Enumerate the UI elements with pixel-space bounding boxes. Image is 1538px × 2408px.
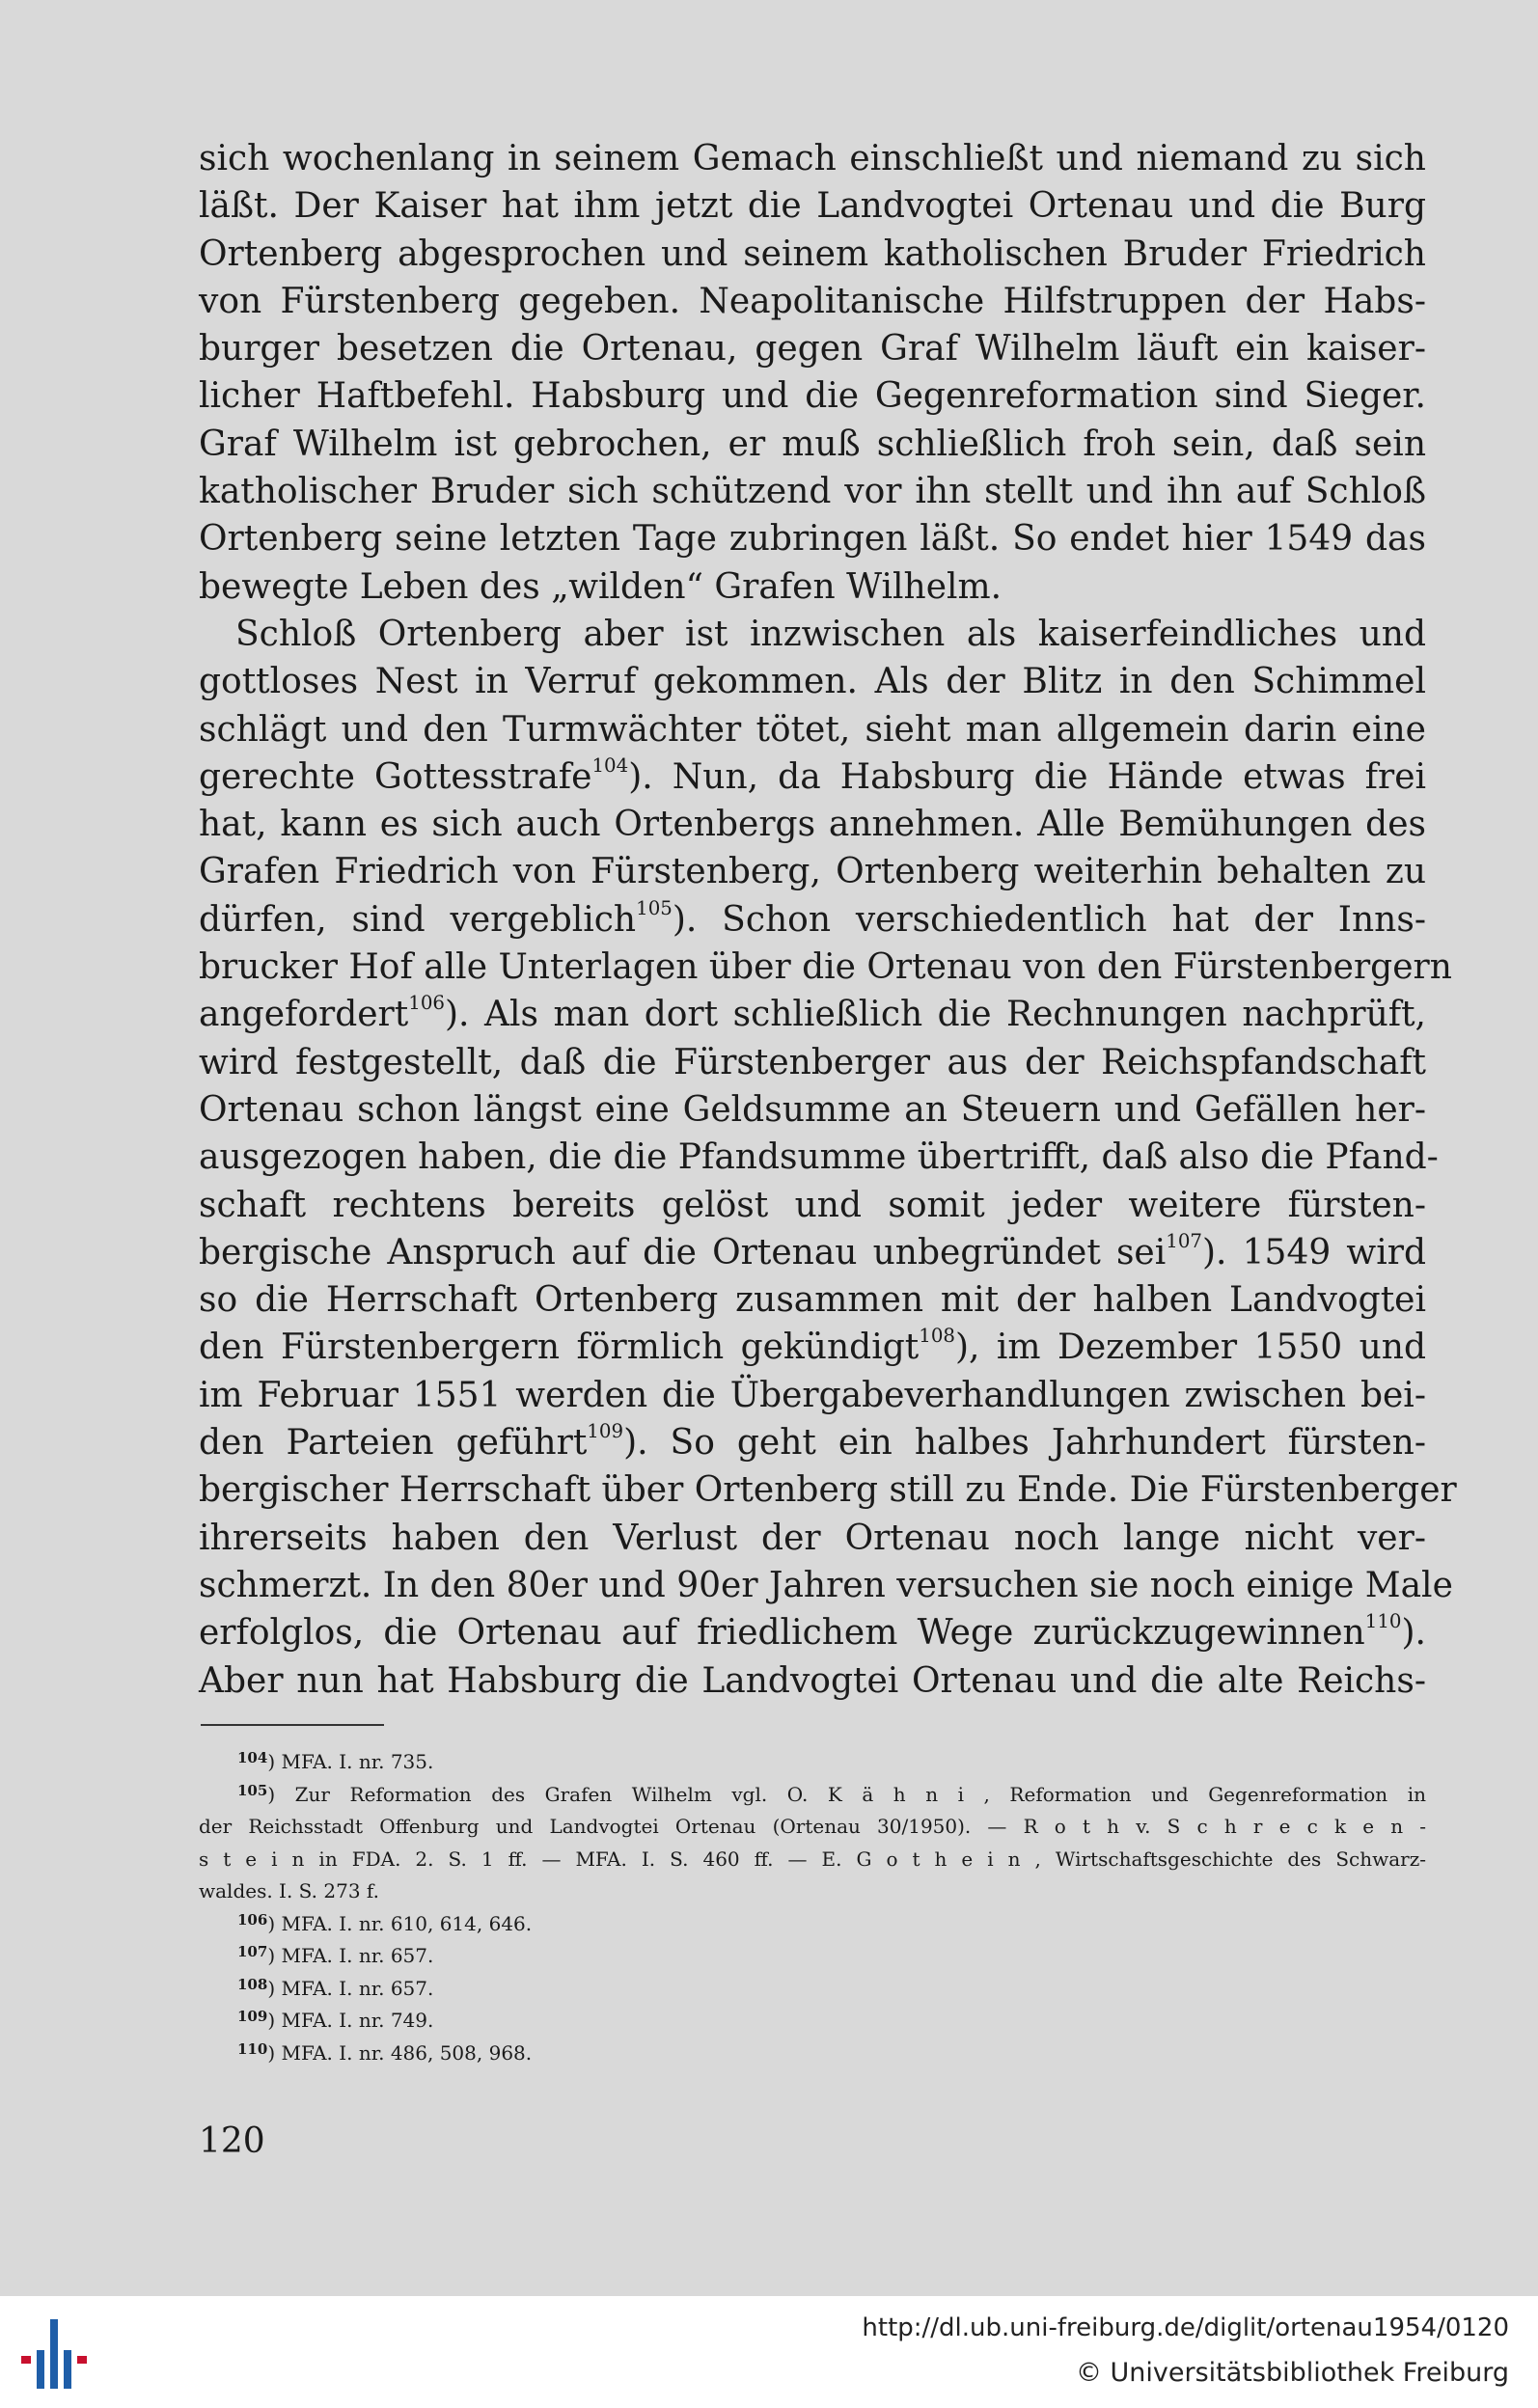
footnote-line (199, 1844, 1426, 1876)
page-number: 120 (199, 2121, 265, 2161)
footnote-text: ) MFA. I. nr. 610, 614, 646. (267, 1911, 533, 1935)
text-segment: bewegte Leben des „wilden“ Grafen Wilhelm. (199, 566, 1002, 607)
footnote-number: 104 (237, 1749, 268, 1766)
footnote-number: 108 (237, 1975, 268, 1993)
text-line (199, 1324, 1426, 1371)
text-line (199, 1039, 1426, 1086)
footnote-reference[interactable]: 105 (636, 896, 673, 919)
footnote-reference[interactable]: 106 (408, 992, 445, 1015)
text-segment: gerechte Gottesstrafe (199, 756, 592, 797)
text-line (199, 421, 1426, 468)
footnote-text: der Reichsstadt Offenburg und Landvogtei Ortenau (Ortenau 30/1950). — R o t h v. S c h r e c k e n - (199, 1815, 1426, 1838)
footnote-text: ) MFA. I. nr. 657. (267, 1976, 434, 2000)
footnote-text: ) MFA. I. nr. 657. (267, 1944, 434, 1967)
text-line (199, 1276, 1426, 1324)
footnote-number: 109 (237, 2008, 268, 2025)
text-segment: den Fürstenbergern förmlich gekündigt (199, 1327, 920, 1368)
footnote-line (199, 1908, 1426, 1941)
text-segment: ). Nun, da Habsburg die Hände etwas frei (628, 756, 1427, 797)
text-segment: Aber nun hat Habsburg die Landvogtei Ortenau und die alte Reichs- (199, 1660, 1426, 1701)
text-segment: so die Herrschaft Ortenberg zusammen mit der halben Landvogtei (199, 1280, 1426, 1321)
text-segment: wird festgestellt, daß die Fürstenberger aus der Reichspfandschaft (199, 1042, 1426, 1082)
copyright-notice: © Universitätsbibliothek Freiburg (1075, 2358, 1509, 2388)
source-url-link[interactable]: http://dl.ub.uni-freiburg.de/diglit/ortenau1954/0120 (862, 2313, 1509, 2342)
text-segment: läßt. Der Kaiser hat ihm jetzt die Landvogtei Ortenau und die Burg (199, 186, 1426, 227)
text-segment: brucker Hof alle Unterlagen über die Ortenau von den Fürstenbergern (199, 947, 1452, 988)
viewer-footer (0, 2296, 1538, 2408)
text-line (199, 1609, 1426, 1656)
text-line (199, 135, 1426, 182)
text-line (199, 991, 1426, 1038)
text-segment: Ortenberg abgesprochen und seinem katholischen Bruder Friedrich (199, 233, 1426, 274)
text-segment: gottloses Nest in Verruf gekommen. Als der Blitz in den Schimmel (199, 662, 1426, 702)
footnotes-block (199, 1746, 1426, 2069)
text-segment: Schloß Ortenberg aber ist inzwischen als kaiserfeindliches und (235, 614, 1426, 654)
footnote-number: 107 (237, 1943, 268, 1960)
text-segment: licher Haftbefehl. Habsburg und die Gegenreformation sind Sieger. (199, 376, 1426, 417)
text-line (199, 515, 1426, 562)
footnote-reference[interactable]: 109 (587, 1420, 624, 1443)
text-line (199, 1086, 1426, 1134)
text-line (199, 944, 1452, 991)
text-segment: ihrerseits haben den Verlust der Ortenau noch lange nicht ver- (199, 1518, 1426, 1558)
text-segment: sich wochenlang in seinem Gemach einschließt und niemand zu sich (199, 139, 1426, 178)
footnote-reference[interactable]: 110 (1364, 1610, 1402, 1633)
text-segment: ausgezogen haben, die die Pfandsumme übertrifft, daß also die Pfand- (199, 1137, 1439, 1178)
text-line (199, 753, 1426, 801)
text-segment: Ortenau schon längst eine Geldsumme an Steuern und Gefällen her- (199, 1089, 1426, 1130)
text-line (199, 801, 1426, 848)
footnote-text: ) MFA. I. nr. 735. (267, 1750, 434, 1773)
footnote-text: waldes. I. S. 273 f. (199, 1879, 379, 1902)
text-segment: ). (1401, 1613, 1426, 1654)
text-line (199, 468, 1426, 515)
text-line (199, 611, 1426, 658)
footnote-text: ) Zur Reformation des Grafen Wilhelm vgl. O. K ä h n i , Reformation und Gegenreformation in (267, 1782, 1426, 1806)
footnote-line (199, 2005, 1426, 2038)
footnote-number: 105 (237, 1781, 268, 1799)
footnote-line (199, 1811, 1426, 1844)
text-line (199, 182, 1426, 230)
text-line (199, 658, 1426, 705)
text-segment: von Fürstenberg gegeben. Neapolitanische Hilfstruppen der Habs- (199, 281, 1426, 321)
text-segment: Ortenberg seine letzten Tage zubringen läßt. So endet hier 1549 das (199, 519, 1426, 560)
text-line (199, 706, 1426, 753)
footnote-line (199, 1875, 1426, 1908)
text-segment: katholischer Bruder sich schützend vor ihn stellt und ihn auf Schloß (199, 472, 1426, 512)
footnote-line (199, 1973, 1426, 2006)
text-segment: erfolglos, die Ortenau auf friedlichem Wege zurückzugewinnen (199, 1613, 1365, 1654)
text-segment: bergische Anspruch auf die Ortenau unbegründet sei (199, 1232, 1167, 1272)
ub-freiburg-logo-icon (17, 2315, 104, 2393)
text-segment: den Parteien geführt (199, 1423, 588, 1464)
text-segment: bergischer Herrschaft über Ortenberg still zu Ende. Die Fürstenberger (199, 1470, 1457, 1511)
text-line (199, 1229, 1426, 1276)
text-segment: ), im Dezember 1550 und (955, 1327, 1426, 1368)
text-segment: schmerzt. In den 80er und 90er Jahren versuchen sie noch einige Male (199, 1565, 1453, 1605)
text-segment: angefordert (199, 995, 409, 1035)
footnote-reference[interactable]: 108 (919, 1325, 955, 1348)
text-line (199, 1466, 1457, 1514)
text-segment: Graf Wilhelm ist gebrochen, er muß schließlich froh sein, daß sein (199, 424, 1426, 464)
text-line (199, 1657, 1426, 1705)
text-segment: hat, kann es sich auch Ortenbergs annehmen. Alle Bemühungen des (199, 805, 1426, 845)
text-line (199, 1515, 1426, 1562)
main-text-block (199, 135, 1457, 1705)
text-segment: ). So geht ein halbes Jahrhundert fürsten- (623, 1423, 1426, 1464)
footnote-text: ) MFA. I. nr. 749. (267, 2009, 434, 2032)
text-line (199, 563, 1426, 611)
text-segment: dürfen, sind vergeblich (199, 899, 637, 940)
text-line (199, 231, 1426, 278)
footnote-text: ) MFA. I. nr. 486, 508, 968. (267, 2040, 533, 2065)
footnote-line (199, 1779, 1426, 1812)
footnote-line (199, 1940, 1426, 1973)
footnote-text: s t e i n in FDA. 2. S. 1 ff. — MFA. I. S. 460 ff. — E. G o t h e i n , Wirtschaftsgeschichte des Schwarz- (199, 1847, 1426, 1871)
text-line (199, 1419, 1426, 1466)
text-line (199, 1562, 1453, 1609)
text-segment: im Februar 1551 werden die Übergabeverhandlungen zwischen bei- (199, 1375, 1426, 1415)
footnote-reference[interactable]: 104 (591, 754, 629, 778)
footnote-number: 106 (237, 1910, 268, 1929)
text-segment: ). Als man dort schließlich die Rechnungen nachprüft, (445, 995, 1426, 1035)
text-segment: schaft rechtens bereits gelöst und somit jeder weitere fürsten- (199, 1185, 1426, 1225)
text-line (199, 372, 1426, 420)
text-segment: ). Schon verschiedentlich hat der Inns- (672, 899, 1426, 940)
text-line (199, 896, 1426, 944)
text-line (199, 1134, 1439, 1181)
footnote-line (199, 2038, 1426, 2070)
footnote-number: 110 (237, 2039, 268, 2058)
text-segment: burger besetzen die Ortenau, gegen Graf Wilhelm läuft ein kaiser- (199, 329, 1426, 369)
text-segment: Grafen Friedrich von Fürstenberg, Ortenberg weiterhin behalten zu (199, 852, 1426, 892)
text-line (199, 325, 1426, 372)
text-line (199, 1182, 1426, 1229)
text-line (199, 848, 1426, 895)
footnote-line (199, 1746, 1426, 1779)
text-segment: ). 1549 wird (1202, 1232, 1426, 1272)
text-line (199, 278, 1426, 325)
footnote-separator (201, 1724, 384, 1726)
footnote-reference[interactable]: 107 (1166, 1230, 1202, 1252)
text-segment: schlägt und den Turmwächter tötet, sieht man allgemein darin eine (199, 709, 1426, 750)
text-line (199, 1372, 1426, 1419)
